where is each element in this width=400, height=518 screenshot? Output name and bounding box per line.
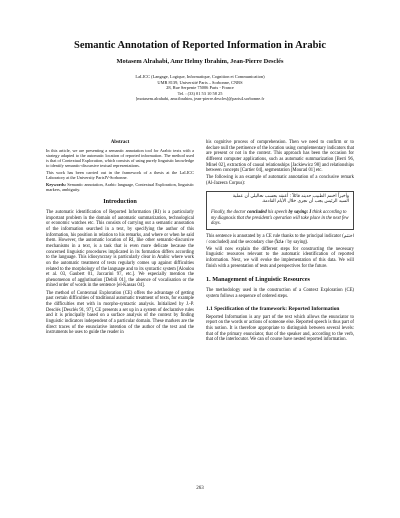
abstract-funding: This work has been carried out in the framework of a thesis at the LaLICC Laboratory at the University ParisIV-Sorbonne. <box>46 169 194 181</box>
introduction-paragraph-2: The method of Contextual Exploration (CE) offers the advantage of getting past certain difficulties of traditional automatic treatment of texts, for example the difficulties met with in morpho-syntactic analysis. Initialized by J.-P. Desclés [Desclés 91, 97], CE presents a set up in a system of declarative rules and it is principally based on a surface analysis of the context by finding linguistic indicators independent of a particular domain. These markers are the direct traces of the enunciative intention of the author of the text and the instruments he uses to guide the reader in <box>46 290 194 336</box>
left-column <box>46 140 194 337</box>
affiliation-umr: UMR 8139, Université Paris – Sorbonne, CNRS <box>157 79 243 85</box>
right-paragraph-4: We will now explain the different steps for constructing the necessary linguistic resources relevant to the automatic identification of reported information. Next, we will evoke the implementation of this data. We will finish with a presentation of tests and perspectives for the future. <box>206 246 354 269</box>
example-arabic-line-1: وأخيراً اختتم الطبيب حديثه قائلاً : أعتقد بحسب تحاليلي أن عملية <box>232 193 349 199</box>
keywords-text: Semantic annotation, Arabic language, Contextual Exploration, linguistic markers, ambiguity. <box>46 181 194 193</box>
subsection-1-1-heading: 1.1 Specification of the framework: Reported Information <box>206 306 340 313</box>
affiliation-lab: LaLICC (Langage, Logique, Informatique, Cognition et Communication) <box>135 74 265 79</box>
example-en-clue: by saying: I <box>288 209 312 215</box>
example-en-indicator: concluded <box>246 209 267 215</box>
subsection-1-1-text: Reported Information is any part of the text which allows the enunciator to report on the words or actions of someone else. Reported speech is thus part of this notion. It is therefore appropriate to distinguish between several levels: that of the primary enunciator, that of the speaker and, according to the verb, that of the interlocutor. We can of course have nested reported information. <box>206 314 354 343</box>
page-number: 263 <box>196 486 204 491</box>
abstract-heading: Abstract <box>110 140 130 145</box>
paper-title: Semantic Annotation of Reported Information in Arabic <box>74 40 326 51</box>
abstract-text: In this article, we are presenting a semantic annotation tool for Arabic texts with a strategy adapted to the automatic location of reported information. The method used is that of Contextual Exploration, which consists of using purely linguistic knowledge to identify semantic-discursive textual representations. <box>46 147 194 169</box>
paper-authors: Motasem Alrahabi, Amr Helmy Ibrahim, Jean-Pierre Desclés <box>116 58 284 65</box>
keywords-label: Keywords: <box>46 181 67 187</box>
section-1-heading: 1. Management of Linguistic Resources <box>206 276 310 284</box>
introduction-heading: Introduction <box>103 198 137 206</box>
right-paragraph-3: This sentence is annotated by a CE rule thanks to the principal indicator (اختتم / concluded) and the secondary clue (قائلاً / by saying). <box>206 233 354 245</box>
introduction-paragraph-1: The automatic identification of Reported Information (RI) is a particularly important problem in the domain of automatic summarization, technological or economic watches etc. This consists of carrying out a semantic annotation of the information searched in a text, by specifying the author of this information, his position in relation to his remarks, and where or when he said them. However, the automatic location of RI, like other semantic-discursive mechanisms in a text, is a task that is even more delicate because the concerned linguistic procedures implicated in its formation differs according to the language. This idiosyncrasy is particularly clear in Arabic where work on the automatic treatment of texts regularly comes up against difficulties related to the morphology of the language and to its syntactic system [Aloulou et al. 03, Gaubert 01, Jaccarini 97, etc.]. We especially mention the phenomenon of agglutination [Debili 01], the absence of vocalisation or the mixed order of words in the sentence [el-Kassas 04]. <box>46 209 194 289</box>
example-en-post: think according to my diagnosis that the president's operation will take place in the next few days. <box>211 209 349 227</box>
annotation-example-box <box>206 191 354 230</box>
example-en-mid: his speech <box>266 209 289 215</box>
affiliation-block <box>0 74 400 102</box>
right-paragraph-2: The following is an example of automatic annotation of a conclusive remark (Al-Jazeera Corpus): <box>206 175 354 187</box>
right-column <box>206 140 354 345</box>
example-arabic-line-2: السيد الرئيس يجب أن تجرى خلال الأيام القادمة. <box>261 199 349 205</box>
example-english-translation <box>211 210 349 227</box>
affiliation-phone: Tel. : (33) 01 53 10 58 25 <box>177 90 223 96</box>
right-paragraph-1: his cognitive process of comprehension. Then we need to confirm or to declare null the pertinence of the location using complementary indicators that are present or not in the context. This approach has been the occasion for different computer applications, such as automatic summarization [Berri 96, Minel 02], extraction of causal relationships [Jackiewicz 98] and relationships between concepts [Cartier 04], segmentation [Mourad 01] etc. <box>206 140 354 174</box>
abstract-keywords <box>46 182 194 192</box>
section-1-text: The methodology used in the construction of a Context Exploration (CE) system follows a sequence of ordered steps. <box>206 288 354 299</box>
affiliation-emails: [motasem.alrahabi, amr.ibrahim, jean-pierre.descles]@paris4.sorbonne.fr <box>135 96 265 102</box>
example-en-pre: Finally, the doctor <box>211 209 247 215</box>
affiliation-address: 28, Rue Serpente 75006 Paris - France <box>166 85 234 91</box>
